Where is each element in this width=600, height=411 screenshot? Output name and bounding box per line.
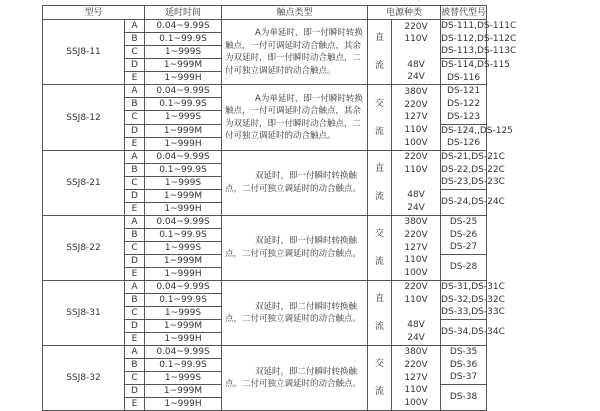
replaced-model: DS-36 [449,359,478,370]
delay-time: 1~999S [145,372,222,385]
voltage-cell [392,20,441,85]
replaced-models-bottom [441,255,487,281]
voltage-value: 110V [404,164,428,175]
variant-letter: B [125,98,145,111]
replaced-model: DS-25 [449,216,478,227]
power-type-text: 直流 [375,294,385,333]
delay-time: 0.04~9.99S [145,215,222,228]
contact-type-cell [222,150,368,215]
voltage-value: 220V [404,152,428,163]
voltage-value: 127V [404,242,428,253]
contact-description: A为单延时，即一付瞬时转换触点，一付可调延时动合触点，其余为双延时，即一付瞬时动合触点，二付可独立调延时的动合触点。 [225,93,363,142]
contact-description: 双延时，即一付瞬时转换触点，二付可独立调延时的动合触点。 [225,171,362,194]
delay-time: 1~999H [145,268,222,281]
replaced-models-bottom [441,189,505,215]
variant-letter: E [125,268,145,281]
table-row [43,150,487,163]
table-row [43,346,487,359]
replaced-model: DS-38 [449,392,478,403]
replaced-models-top [441,150,505,189]
replaced-model: DS-27 [449,242,478,253]
delay-time: 1~999S [145,176,222,189]
voltage-value: 48V [407,59,425,70]
delay-time: 0.1~99.9S [145,359,222,372]
power-type [368,150,392,215]
delay-time: 0.04~9.99S [145,85,222,98]
delay-time: 0.1~99.9S [145,98,222,111]
delay-time: 0.1~99.9S [145,33,222,46]
replaced-models-bottom [441,385,487,411]
replaced-model: DS-122 [446,99,481,110]
replaced-model: DS-22,DS-22C [441,164,505,175]
variant-letter: B [125,359,145,372]
voltage-value: 220V [404,360,428,371]
voltage-value [392,307,440,320]
delay-time: 0.04~9.99S [145,281,222,294]
voltage-value: 48V [407,320,425,331]
replaced-model: DS-112,DS-112C [441,33,517,44]
voltage-cell [392,215,441,280]
delay-time: 0.1~99.9S [145,228,222,241]
voltage-value: 220V [404,229,428,240]
variant-letter: C [125,176,145,189]
voltage-value: 100V [404,398,428,409]
replaced-model: DS-33,DS-33C [441,307,505,318]
voltage-value [392,46,440,59]
contact-description: 双延时，即二付瞬时转换触点，二付可独立调延时的动合触点。 [225,301,362,325]
power-type [368,215,392,280]
power-type [368,20,392,85]
replaced-models-top [441,215,487,254]
delay-time: 1~999H [145,72,222,85]
delay-time: 1~999H [145,137,222,150]
table-row [43,85,487,98]
contact-type-cell [222,281,368,346]
replaced-model: DS-24,DS-24C [441,197,505,208]
voltage-cell [392,281,441,346]
delay-time: 1~999H [145,398,222,411]
replaced-models-top [441,281,505,320]
power-type [368,85,392,150]
header-model: 型号 [43,6,145,20]
contact-description: 双延时，即一付瞬时转换触点，二付可独立调延时的动合触点。 [225,236,362,259]
contact-type-cell [222,85,368,150]
delay-time: 1~999M [145,124,222,137]
replaced-models-top [441,20,517,59]
delay-time: 0.04~9.99S [145,150,222,163]
replaced-model: DS-124,,DS-125 [441,125,513,136]
variant-letter: E [125,137,145,150]
contact-description: 双延时，即二付瞬时转换触点，二付可独立调延时的动合触点。 [225,366,362,390]
table-row [43,215,487,228]
voltage-value: 110V [404,385,428,396]
variant-letter: C [125,241,145,254]
voltage-value: 100V [404,137,428,148]
voltage-value: 24V [407,72,425,83]
delay-time: 1~999M [145,385,222,398]
voltage-value: 24V [407,333,425,344]
variant-letter: B [125,294,145,307]
replaced-model: DS-28 [449,262,478,273]
delay-time: 1~999S [145,307,222,320]
variant-letter: A [125,150,145,163]
model-cell: SSJ8-11 [43,20,125,85]
variant-letter: E [125,202,145,215]
variant-letter: C [125,111,145,124]
replaced-model: DS-37 [449,372,478,383]
voltage-value: 380V [404,347,428,358]
replaced-model: DS-111,DS-111C [441,21,517,31]
model-cell: SSJ8-12 [43,85,125,150]
model-cell: SSJ8-22 [43,215,125,280]
voltage-cell [392,85,441,150]
delay-time: 0.04~9.99S [145,20,222,33]
variant-letter: B [125,33,145,46]
variant-letter: D [125,385,145,398]
replaced-model: DS-113,DS-113C [441,46,517,57]
relay-spec-table [42,5,517,411]
model-cell: SSJ8-21 [43,150,125,215]
replaced-models-bottom [441,59,511,85]
contact-description: A为单延时，即一付瞬时转换触点，一付可调延时动合触点，其余为双延时，即一付瞬时动合触点，二付可独立调延时的动合触点。 [225,28,363,76]
voltage-value [392,177,440,190]
replaced-model: DS-32,DS-32C [441,294,505,305]
voltage-value: 380V [404,86,428,97]
voltage-value: 48V [407,190,425,201]
replaced-model: DS-35 [449,347,478,358]
variant-letter: E [125,398,145,411]
power-type-text: 交流 [375,359,385,398]
variant-letter: D [125,189,145,202]
delay-time: 1~999S [145,46,222,59]
variant-letter: A [125,215,145,228]
replaced-model: DS-123 [446,111,481,122]
variant-letter: D [125,124,145,137]
delay-time: 1~999H [145,202,222,215]
voltage-value: 110V [404,34,428,45]
power-type-text: 直流 [375,163,385,202]
voltage-value: 220V [404,21,428,32]
replaced-model: DS-126 [446,138,481,149]
voltage-value: 380V [404,217,428,228]
power-type [368,281,392,346]
delay-time: 0.1~99.9S [145,163,222,176]
delay-time: 1~999S [145,111,222,124]
replaced-models-top [441,346,487,385]
power-type-text: 交流 [375,98,385,137]
voltage-value: 220V [404,99,428,110]
power-type-text: 交流 [375,228,385,267]
header-power: 电源种类 [368,6,441,20]
table-row [43,20,487,33]
voltage-value: 24V [407,202,425,213]
variant-letter: D [125,255,145,268]
delay-time: 1~999M [145,320,222,333]
replaced-model: DS-31,DS-31C [441,282,505,292]
voltage-value: 100V [404,268,428,278]
voltage-value: 110V [404,255,428,266]
delay-time: 1~999S [145,241,222,254]
replaced-model: DS-26 [449,229,478,240]
variant-letter: B [125,228,145,241]
replaced-model: DS-121 [446,86,481,97]
contact-type-cell [222,215,368,280]
variant-letter: E [125,72,145,85]
variant-letter: D [125,59,145,72]
delay-time: 1~999H [145,333,222,346]
replaced-model: DS-114,DS-115 [441,60,511,71]
contact-type-cell [222,20,368,85]
variant-letter: A [125,281,145,294]
voltage-value: 127V [404,112,428,123]
delay-time: 1~999M [145,189,222,202]
contact-type-cell [222,346,368,411]
variant-letter: C [125,372,145,385]
replaced-model: DS-34,DS-34C [441,327,505,338]
model-cell: SSJ8-31 [43,281,125,346]
variant-letter: A [125,85,145,98]
voltage-value: 110V [404,295,428,305]
voltage-cell [392,150,441,215]
variant-letter: D [125,320,145,333]
power-type [368,346,392,411]
variant-letter: C [125,46,145,59]
replaced-models-bottom [441,320,505,346]
variant-letter: E [125,333,145,346]
header-replaced: 被替代型号 [441,7,487,18]
power-type-text: 直流 [375,33,385,72]
variant-letter: C [125,307,145,320]
header-row [43,6,487,20]
variant-letter: A [125,20,145,33]
delay-time: 0.1~99.9S [145,294,222,307]
delay-time: 0.04~9.99S [145,346,222,359]
replaced-models-bottom [441,124,513,150]
header-delay: 延时时间 [145,6,222,20]
table-row [43,281,487,294]
replaced-models-top [441,85,487,124]
replaced-model: DS-21,DS-21C [441,151,505,162]
variant-letter: A [125,346,145,359]
voltage-cell [392,346,441,411]
variant-letter: B [125,163,145,176]
header-contact: 触点类型 [222,6,368,20]
replaced-model: DS-23,DS-23C [441,177,505,188]
model-cell: SSJ8-32 [43,346,125,411]
replaced-model: DS-116 [446,72,481,83]
voltage-value: 110V [404,125,428,135]
delay-time: 1~999M [145,59,222,72]
voltage-value: 127V [404,372,428,383]
voltage-value: 220V [404,282,428,293]
delay-time: 1~999M [145,255,222,268]
